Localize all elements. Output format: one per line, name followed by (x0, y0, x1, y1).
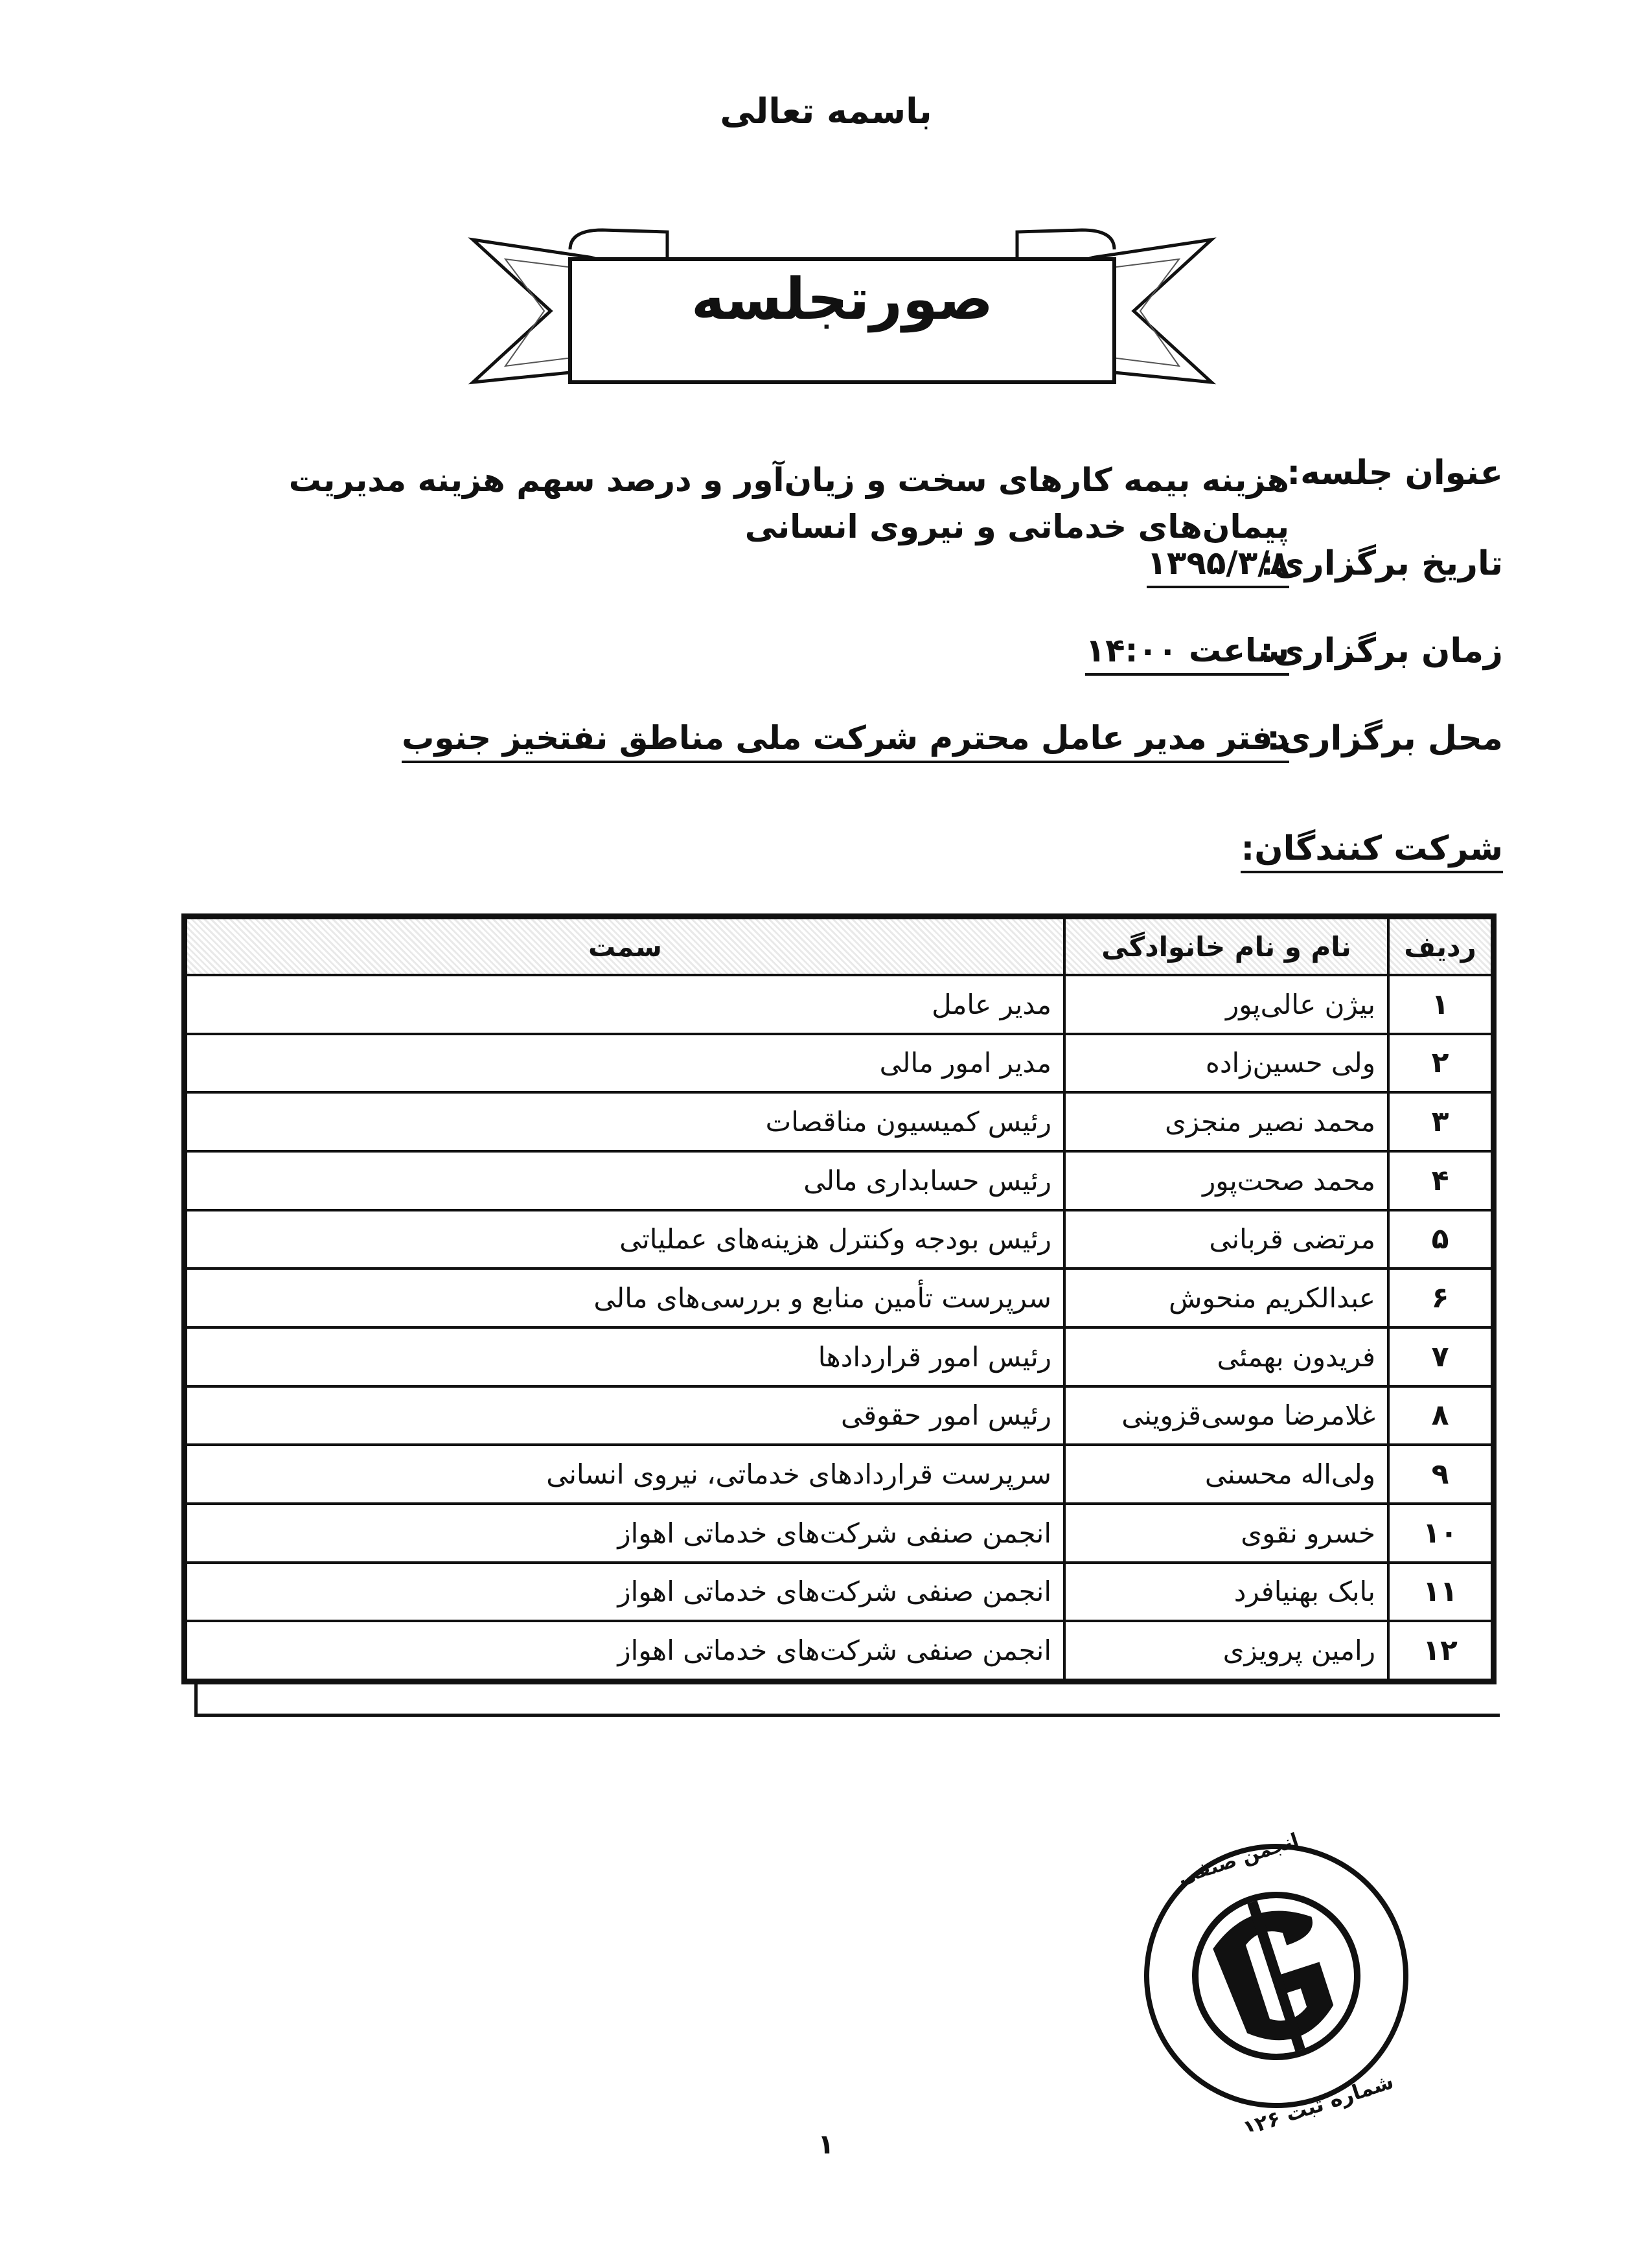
row-number: ۱۲ (1388, 1621, 1492, 1680)
participant-position: انجمن صنفی شرکت‌های خدماتی اهواز (186, 1563, 1064, 1622)
row-number: ۱ (1388, 975, 1492, 1034)
participant-name: فریدون بهمئی (1064, 1327, 1388, 1386)
participants-heading: شرکت کنندگان: (1241, 829, 1503, 873)
table-row (186, 1268, 1492, 1327)
table-row (186, 975, 1492, 1034)
participant-position: سرپرست قراردادهای خدماتی، نیروی انسانی (186, 1445, 1064, 1504)
participant-position: مدیر امور مالی (186, 1034, 1064, 1093)
header-position: سمت (186, 918, 1064, 975)
participants-grid (185, 917, 1493, 1681)
participant-position: رئیس امور قراردادها (186, 1327, 1064, 1386)
row-number: ۱۰ (1388, 1504, 1492, 1563)
table-row (186, 1386, 1492, 1445)
table-row (186, 1504, 1492, 1563)
date-value: ۱۳۹۵/۳/۸ (1147, 544, 1289, 588)
row-number: ۳ (1388, 1092, 1492, 1151)
table-row (186, 1445, 1492, 1504)
association-seal (1101, 1820, 1451, 2131)
page-number: ۱ (818, 2128, 834, 2160)
participant-name: بابک بهنیافرد (1064, 1563, 1388, 1622)
row-number: ۷ (1388, 1327, 1492, 1386)
table-row (186, 1327, 1492, 1386)
subject-value: هزینه بیمه کارهای سخت و زیان‌آور و درصد سهم هزینه مدیریت پیمان‌های خدماتی و نیروی انسانی (288, 461, 1289, 545)
table-row (186, 1210, 1492, 1269)
table-row (186, 1034, 1492, 1093)
table-row (186, 1151, 1492, 1210)
participant-name: ولی‌اله محسنی (1064, 1445, 1388, 1504)
row-number: ۶ (1388, 1268, 1492, 1327)
header-row-number: ردیف (1388, 918, 1492, 975)
seal-stamp-icon (1101, 1820, 1451, 2131)
participant-name: بیژن عالی‌پور (1064, 975, 1388, 1034)
date-label: تاریخ برگزاری: (1260, 544, 1503, 583)
banner-title: صورتجلسه (691, 266, 994, 332)
participant-position: رئیس کمیسیون مناقصات (186, 1092, 1064, 1151)
participant-name: غلامرضا موسی‌قزوینی (1064, 1386, 1388, 1445)
row-number: ۴ (1388, 1151, 1492, 1210)
row-number: ۸ (1388, 1386, 1492, 1445)
title-banner (453, 214, 1231, 408)
header-name: نام و نام خانوادگی (1064, 918, 1388, 975)
participant-position: رئیس بودجه وکنترل هزینه‌های عملیاتی (186, 1210, 1064, 1269)
place-value: دفتر مدیر عامل محترم شرکت ملی مناطق نفتخیز جنوب (402, 719, 1289, 763)
participant-name: خسرو نقوی (1064, 1504, 1388, 1563)
participant-name: رامین پرویزی (1064, 1621, 1388, 1680)
subject-label: عنوان جلسه: (1287, 453, 1503, 492)
participant-position: رئیس حسابداری مالی (186, 1151, 1064, 1210)
participant-position: انجمن صنفی شرکت‌های خدماتی اهواز (186, 1504, 1064, 1563)
participant-name: مرتضی قربانی (1064, 1210, 1388, 1269)
participant-name: عبدالکریم منحوش (1064, 1268, 1388, 1327)
table-row (186, 1563, 1492, 1622)
table-row (186, 1621, 1492, 1680)
invocation-heading: باسمه تعالی (720, 91, 932, 132)
participant-position: انجمن صنفی شرکت‌های خدماتی اهواز (186, 1621, 1064, 1680)
row-number: ۱۱ (1388, 1563, 1492, 1622)
row-number: ۵ (1388, 1210, 1492, 1269)
place-label: محل برگزاری: (1267, 719, 1503, 758)
participant-position: رئیس امور حقوقی (186, 1386, 1064, 1445)
row-number: ۲ (1388, 1034, 1492, 1093)
participant-position: سرپرست تأمین منابع و بررسی‌های مالی (186, 1268, 1064, 1327)
table-row (186, 1092, 1492, 1151)
time-value: ساعت ۱۴:۰۰ (1085, 632, 1289, 676)
table-header-row (186, 918, 1492, 975)
svg-text:شماره ثبت ۱۲۶: شماره ثبت ۱۲۶ (1239, 2069, 1397, 2131)
svg-text:انجمن صنفی: انجمن صنفی (1175, 1829, 1302, 1890)
participant-name: محمد صحت‌پور (1064, 1151, 1388, 1210)
row-number: ۹ (1388, 1445, 1492, 1504)
participant-name: ولی حسین‌زاده (1064, 1034, 1388, 1093)
participants-table (181, 913, 1497, 1684)
time-label: زمان برگزاری: (1260, 632, 1503, 671)
participant-name: محمد نصیر منجزی (1064, 1092, 1388, 1151)
participant-position: مدیر عامل (186, 975, 1064, 1034)
